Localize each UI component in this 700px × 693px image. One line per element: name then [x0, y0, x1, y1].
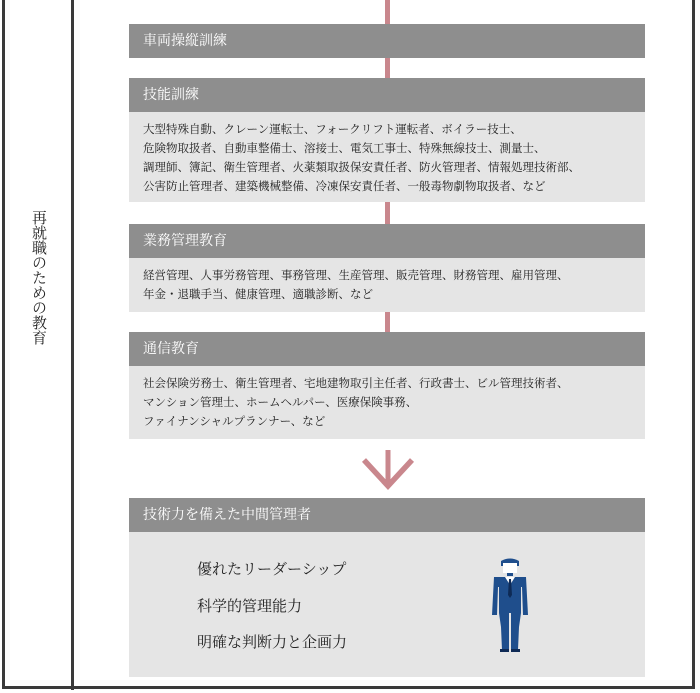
section-skill-training [129, 78, 645, 202]
connector-line [385, 0, 390, 24]
section-vehicle-training [129, 24, 645, 58]
section-line: 大型特殊自動、クレーン運転士、フォークリフト運転者、ボイラー技士、 [143, 122, 522, 136]
quality-item: 優れたリーダーシップ [197, 560, 347, 578]
section-correspondence [129, 332, 645, 439]
side-label: 再就職のための教育 [30, 210, 48, 345]
section-business-management [129, 224, 645, 312]
section-body [129, 366, 645, 439]
section-title: 技能訓練 [129, 78, 645, 112]
section-title: 通信教育 [129, 332, 645, 366]
section-body [129, 258, 645, 312]
businessman-icon [490, 557, 530, 652]
quality-item: 明確な判断力と企画力 [197, 633, 348, 651]
section-result [129, 498, 645, 677]
section-title: 車両操縦訓練 [129, 24, 645, 58]
section-body [129, 112, 645, 202]
section-line: マンション管理士、ホームヘルパー、医療保険事務、 [143, 395, 418, 409]
section-line: 危険物取扱者、自動車整備士、溶接士、電気工事士、特殊無線技士、測量士、 [143, 141, 546, 155]
section-line: ファイナンシャルプランナー、など [143, 414, 326, 428]
connector-line [385, 57, 390, 78]
section-line: 公害防止管理者、建築機械整備、冷凍保安責任者、一般毒物劇物取扱者、など [143, 179, 546, 193]
result-title: 技術力を備えた中間管理者 [129, 498, 645, 532]
section-line: 社会保険労務士、衛生管理者、宅地建物取引主任者、行政書士、ビル管理技術者、 [143, 376, 569, 390]
connector-line [385, 202, 390, 224]
connector-line [385, 312, 390, 332]
result-body [129, 532, 645, 677]
section-title: 業務管理教育 [129, 224, 645, 258]
quality-item: 科学的管理能力 [197, 597, 303, 615]
section-line: 年金・退職手当、健康管理、適職診断、など [143, 287, 373, 301]
down-chevron-arrow-icon [358, 450, 418, 494]
column-divider [71, 0, 74, 690]
section-line: 調理師、簿記、衛生管理者、火薬類取扱保安責任者、防火管理者、情報処理技術部、 [143, 160, 580, 174]
section-line: 経営管理、人事労務管理、事務管理、生産管理、販売管理、財務管理、雇用管理、 [143, 268, 569, 282]
